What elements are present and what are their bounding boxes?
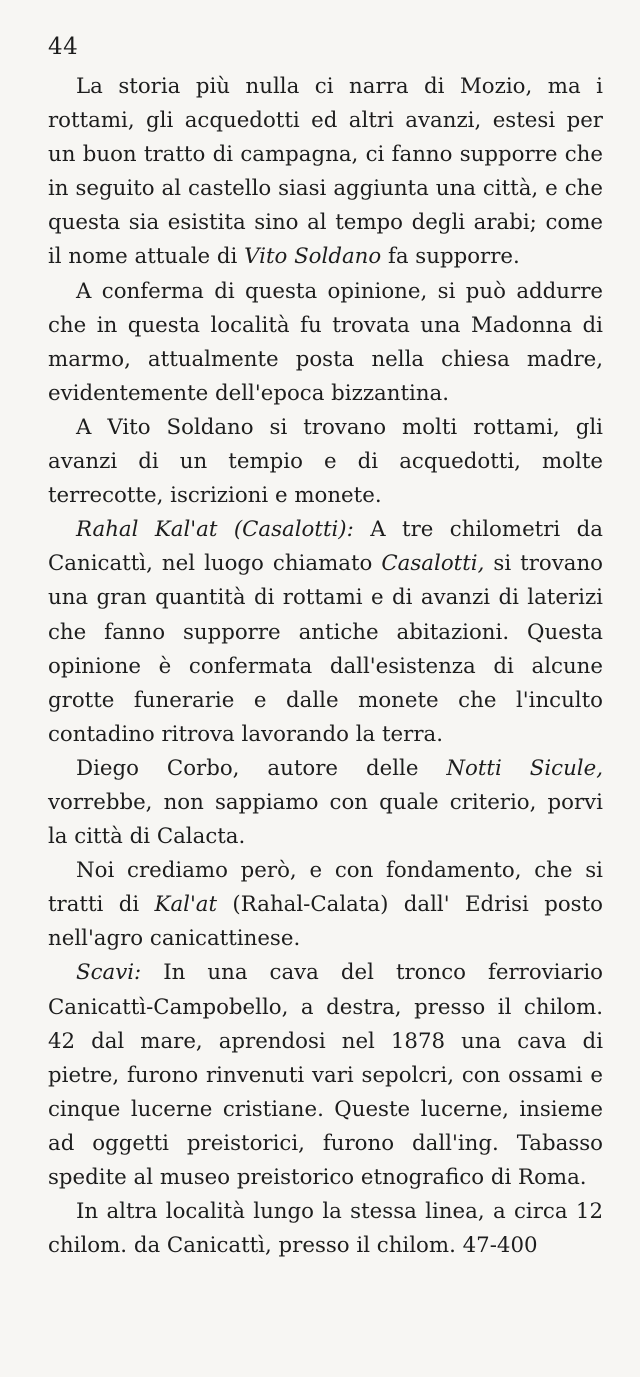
text-run: La storia più nulla ci narra di Mozio, ma i rottami, gli acquedotti ed altri avanzi, estesi per un buon tratto di campagna, ci fanno supporre che in seguito al castello siasi aggiunta una città, e che questa sia esistita sino al tempo degli arabi; come il nome attuale di <box>48 74 603 270</box>
italic-text: Casalotti, <box>381 551 485 577</box>
paragraph <box>48 956 603 1195</box>
italic-text: Kal'at <box>154 892 218 918</box>
italic-text: Scavi: <box>76 960 142 986</box>
text-run: fa supporre. <box>381 244 520 270</box>
paragraph <box>48 411 603 513</box>
paragraph <box>48 1195 603 1263</box>
text-run: si trovano una gran quantità di rottami e di avanzi di laterizi che fanno supporre antiche abitazioni. Questa opinione è confermata dall'esistenza di alcune grotte funerarie e dalle monete che l'inculto contadino ritrova lavorando la terra. <box>48 551 604 747</box>
text-run: In una cava del tronco ferroviario Canicattì-Campobello, a destra, presso il chilom. 42 dal mare, aprendosi nel 1878 una cava di pietre, furono rinvenuti vari sepolcri, con ossami e cinque lucerne cristiane. Queste lucerne, insieme ad oggetti preistorici, furono dall'ing. Tabasso spedite al museo preistorico etnografico di Roma. <box>48 960 603 1190</box>
paragraph <box>48 70 603 275</box>
italic-text: Vito Soldano <box>244 244 382 270</box>
paragraph <box>48 275 603 411</box>
paragraph <box>48 854 603 956</box>
text-run: vorrebbe, non sappiamo con quale criterio, porvi la città di Calacta. <box>48 789 603 850</box>
text-run: (Rahal-Calata) dall' Edrisi posto nell'agro canicattinese. <box>48 892 603 952</box>
text-run: A conferma di questa opinione, si può addurre che in questa località fu trovata una Madonna di marmo, attualmente posta nella chiesa madre, evidentemente dell'epoca bizzantina. <box>48 278 603 406</box>
italic-text: Notti Sicule, <box>446 755 603 781</box>
paragraph <box>48 513 603 752</box>
paragraph <box>48 752 603 854</box>
text-run: Noi crediamo però, e con fondamento, che si tratti di <box>48 858 603 918</box>
italic-text: Rahal Kal'at (Casalotti): <box>76 517 354 543</box>
body-text <box>48 70 603 1263</box>
text-run: Diego Corbo, autore delle <box>76 755 447 781</box>
text-run: In altra località lungo la stessa linea, a circa 12 chilom. da Canicattì, presso il chilom. 47-400 <box>48 1199 603 1259</box>
page-number: 44 <box>48 34 79 60</box>
text-run: A Vito Soldano si trovano molti rottami, gli avanzi di un tempio e di acquedotti, molte terrecotte, iscrizioni e monete. <box>48 414 603 509</box>
text-run: A tre chilometri da Canicattì, nel luogo chiamato <box>48 517 603 577</box>
